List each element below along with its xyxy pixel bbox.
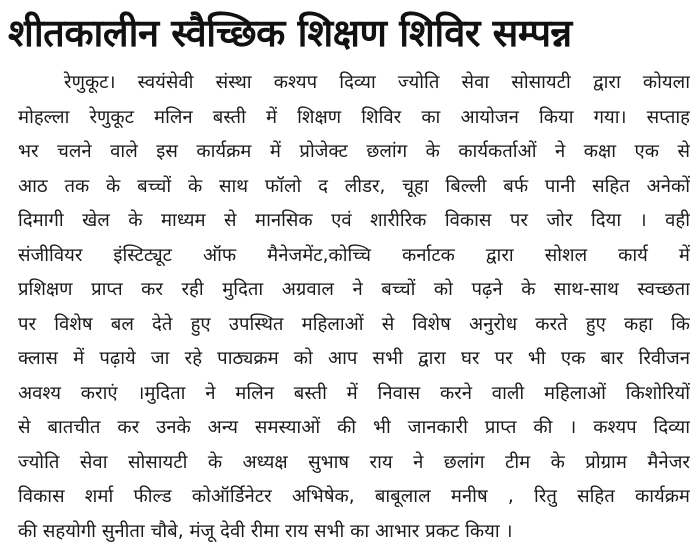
body-line: अवश्य कराएं ।मुदिता ने मलिन बस्ती में निवास करने वाली महिलाओं किशोरियों <box>18 382 690 404</box>
body-line: विकास शर्मा फील्ड कोऑर्डिनेटर अभिषेक, बाबूलाल मनीष , रितु सहित कार्यक्रम <box>18 486 690 507</box>
body-line: पर विशेष बल देते हुए उपस्थित महिलाओं से विशेष अनुरोध करते हुए कहा कि <box>18 313 690 335</box>
body-line: क्लास में पढ़ाये जा रहे पाठ्यक्रम को आप सभी द्वारा घर पर भी एक बार रिवीजन <box>18 348 690 369</box>
body-line: से बातचीत कर उनके अन्य समस्याओं की भी जानकारी प्राप्त की । कश्यप दिव्या <box>18 417 690 438</box>
body-line: मोहल्ला रेणुकूट मलिन बस्ती में शिक्षण शिविर का आयोजन किया गया। सप्ताह <box>18 106 690 128</box>
body-line: की सहयोगी सुनीता चौबे, मंजू देवी रीमा राय सभी का आभार प्रकट किया । <box>18 520 513 542</box>
article-body <box>18 66 690 549</box>
headline: शीतकालीन स्वैच्छिक शिक्षण शिविर सम्पन्न <box>8 11 572 55</box>
body-line: रेणुकूट। स्वयंसेवी संस्था कश्यप दिव्या ज्योति सेवा सोसायटी द्वारा कोयला <box>64 72 690 93</box>
body-line: संजीवियर इंस्टिट्यूट ऑफ मैनेजमेंट,कोच्चि कर्नाटक द्वारा सोशल कार्य में <box>18 244 690 266</box>
body-line: भर चलने वाले इस कार्यक्रम में प्रोजेक्ट छलांग के कार्यकर्ताओं ने कक्षा एक से <box>18 141 690 162</box>
body-line: प्रशिक्षण प्राप्त कर रही मुदिता अग्रवाल ने बच्चों को पढ़ने के साथ-साथ स्वच्छता <box>18 279 690 300</box>
body-line: ज्योति सेवा सोसायटी के अध्यक्ष सुभाष राय ने छलांग टीम के प्रोग्राम मैनेजर <box>18 451 690 473</box>
body-line: आठ तक के बच्चों के साथ फॉलो द लीडर, चूहा बिल्ली बर्फ पानी सहित अनेकों <box>18 175 690 197</box>
body-line: दिमागी खेल के माध्यम से मानसिक एवं शारीरिक विकास पर जोर दिया । वही <box>18 210 690 231</box>
